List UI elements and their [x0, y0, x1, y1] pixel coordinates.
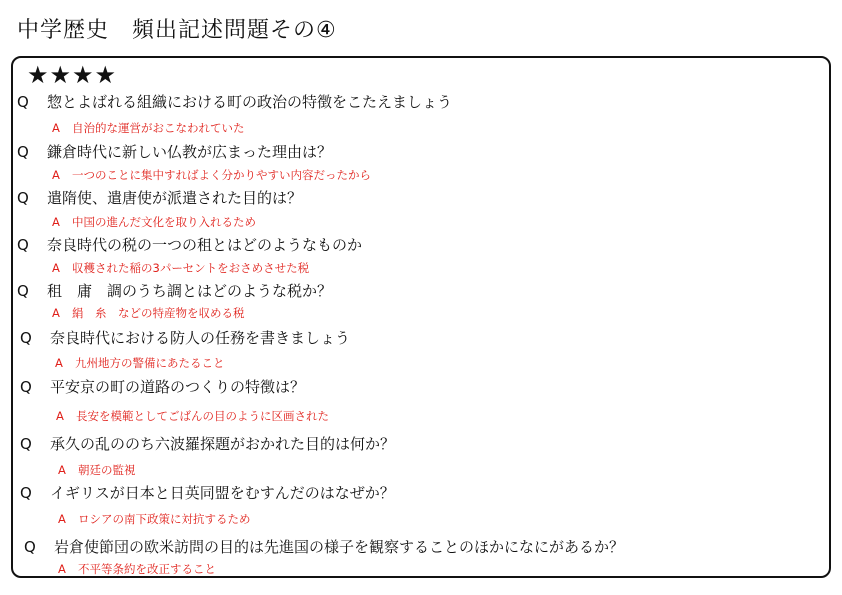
a-mark: A — [56, 409, 64, 423]
answer-text: 朝廷の監視 — [78, 463, 136, 477]
a-mark: A — [58, 512, 66, 526]
question-8 — [20, 434, 395, 454]
answer-4 — [52, 260, 309, 276]
a-mark: A — [52, 306, 60, 320]
answer-8 — [58, 462, 136, 478]
question-text: 遣隋使、遣唐使が派遣された目的は？ — [47, 189, 303, 207]
a-mark: A — [52, 121, 60, 135]
question-text: 奈良時代における防人の任務を書きましょう — [50, 329, 351, 347]
answer-text: 不平等条約を改正すること — [78, 562, 216, 576]
question-6 — [20, 328, 350, 348]
q-mark: Q — [20, 329, 32, 347]
a-mark: A — [58, 463, 66, 477]
answer-text: 長安を模範としてごばんの目のように区画された — [76, 409, 329, 423]
q-mark: Q — [17, 93, 29, 111]
difficulty-stars: ★★★★ — [27, 61, 118, 89]
answer-text: ロシアの南下政策に対抗するため — [78, 512, 251, 526]
a-mark: A — [52, 215, 60, 229]
question-text: 惣とよばれる組織における町の政治の特徴をこたえましょう — [47, 93, 453, 111]
a-mark: A — [55, 356, 63, 370]
question-9 — [20, 483, 395, 503]
q-mark: Q — [17, 189, 29, 207]
answer-text: 一つのことに集中すればよく分かりやすい内容だったから — [72, 168, 371, 182]
question-4 — [17, 235, 362, 255]
answer-6 — [55, 355, 225, 371]
q-mark: Q — [20, 484, 32, 502]
question-text: 承久の乱ののち六波羅探題がおかれた目的は何か？ — [50, 435, 396, 453]
answer-7 — [56, 408, 329, 424]
question-7 — [20, 377, 305, 397]
question-1 — [17, 92, 452, 112]
question-text: イギリスが日本と日英同盟をむすんだのはなぜか？ — [50, 484, 395, 502]
q-mark: Q — [20, 378, 32, 396]
q-mark: Q — [17, 282, 29, 300]
answer-text: 自治的な運営がおこなわれていた — [72, 121, 245, 135]
answer-text: 九州地方の警備にあたること — [75, 356, 225, 370]
answer-text: 中国の進んだ文化を取り入れるため — [72, 215, 256, 229]
question-text: 奈良時代の税の一つの租とはどのようなものか — [47, 236, 363, 254]
q-mark: Q — [20, 435, 32, 453]
answer-text: 絹 糸 などの特産物を収める税 — [72, 306, 245, 320]
a-mark: A — [52, 168, 60, 182]
answer-1 — [52, 120, 245, 136]
question-text: 岩倉使節団の欧米訪問の目的は先進国の様子を観察することのほかになにがあるか？ — [54, 538, 625, 556]
answer-5 — [52, 305, 245, 321]
question-2 — [17, 142, 332, 162]
q-mark: Q — [17, 236, 29, 254]
a-mark: A — [52, 261, 60, 275]
q-mark: Q — [24, 538, 36, 556]
answer-2 — [52, 167, 371, 183]
answer-text: 収穫された稲の3パーセントをおさめさせた税 — [72, 261, 310, 275]
q-mark: Q — [17, 143, 29, 161]
question-text: 租 庸 調のうち調とはどのような税か？ — [47, 282, 333, 300]
answer-3 — [52, 214, 256, 230]
question-text: 平安京の町の道路のつくりの特徴は？ — [50, 378, 306, 396]
question-5 — [17, 281, 332, 301]
question-3 — [17, 188, 302, 208]
question-text: 鎌倉時代に新しい仏教が広まった理由は？ — [47, 143, 333, 161]
answer-9 — [58, 511, 251, 527]
a-mark: A — [58, 562, 66, 576]
page-title: 中学歴史 頻出記述問題その④ — [17, 18, 337, 43]
answer-10 — [58, 561, 216, 577]
question-10 — [24, 537, 624, 557]
